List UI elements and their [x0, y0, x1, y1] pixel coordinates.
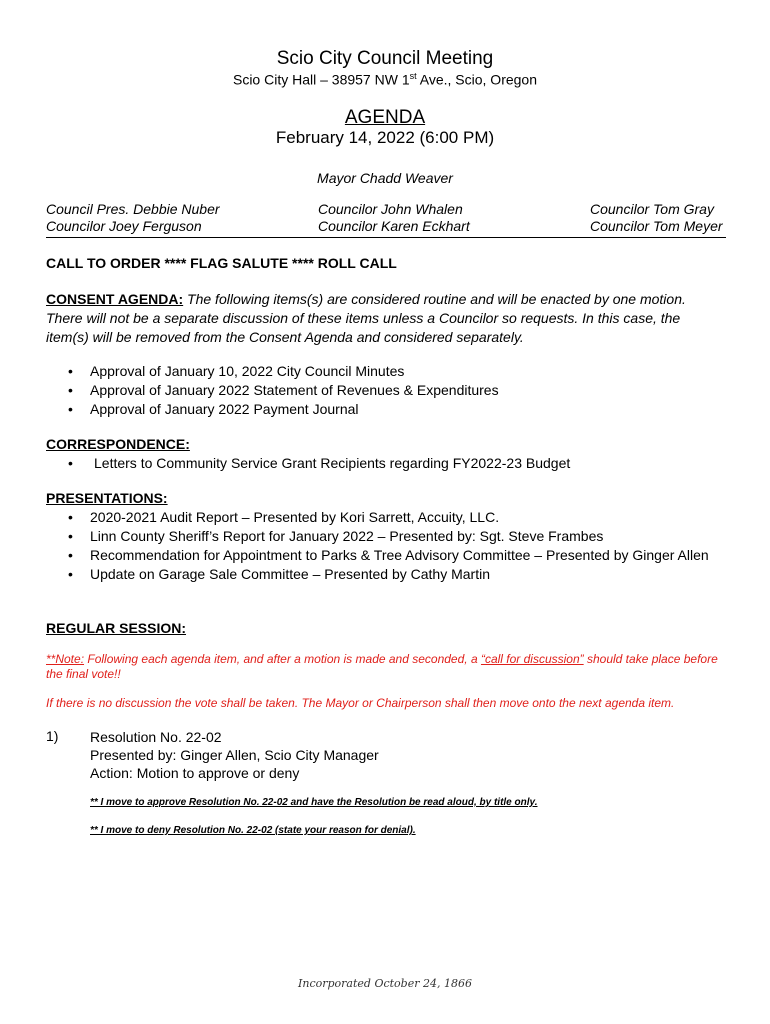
list-item: • Approval of January 10, 2022 City Council Minutes: [68, 363, 405, 379]
councilor-name: Councilor Tom Gray: [590, 201, 714, 217]
resolution-item: [90, 728, 379, 782]
consent-agenda-paragraph: [46, 290, 726, 347]
regular-session-heading: REGULAR SESSION:: [46, 620, 187, 636]
list-item: • Linn County Sheriff’s Report for January 2022 – Presented by: Sgt. Steve Frambes: [68, 528, 604, 544]
header-divider: [46, 237, 726, 238]
consent-items: [68, 362, 728, 419]
councilor-name: Councilor Karen Eckhart: [318, 218, 470, 234]
resolution-title: Resolution No. 22-02: [90, 729, 222, 745]
councilor-name: Councilor John Whalen: [318, 201, 463, 217]
list-item: • Approval of January 2022 Statement of Revenues & Expenditures: [68, 382, 499, 398]
meeting-date: February 14, 2022 (6:00 PM): [275, 128, 495, 147]
resolution-action: Action: Motion to approve or deny: [90, 765, 300, 781]
item-number: 1): [46, 728, 59, 744]
list-item: • Update on Garage Sale Committee – Presented by Cathy Martin: [68, 566, 490, 582]
resolution-presenter: Presented by: Ginger Allen, Scio City Manager: [90, 747, 379, 763]
councilor-name: Council Pres. Debbie Nuber: [46, 201, 220, 217]
council-column-3: [590, 201, 723, 235]
list-item: • Approval of January 2022 Payment Journal: [68, 401, 359, 417]
correspondence-items: [68, 454, 728, 473]
councilor-name: Councilor Joey Ferguson: [46, 218, 202, 234]
councilor-name: Councilor Tom Meyer: [590, 218, 723, 234]
discussion-note: **Note: Following each agenda item, and after a motion is made and seconded, a “call for discussion” should take place before the final vote!!: [46, 652, 718, 681]
council-column-2: [318, 201, 470, 235]
list-item: • Recommendation for Appointment to Parks & Tree Advisory Committee – Presented by Ginger Allen: [68, 547, 709, 563]
correspondence-heading: CORRESPONDENCE:: [46, 436, 190, 452]
presentations-items: [68, 508, 728, 584]
meeting-title: Scio City Council Meeting: [276, 48, 494, 69]
agenda-heading: AGENDA: [344, 107, 426, 128]
list-item: • Letters to Community Service Grant Recipients regarding FY2022-23 Budget: [68, 455, 571, 471]
consent-heading: CONSENT AGENDA:: [46, 291, 184, 307]
consent-text: The following items(s) are considered routine and will be enacted by one motion. There will not be a separate discussion of these items unless a Councilor so requests. In this case, the item(s) will be removed from the Consent Agenda and considered separately.: [46, 291, 686, 345]
vote-note: If there is no discussion the vote shall be taken. The Mayor or Chairperson shall then move onto the next agenda item.: [46, 696, 675, 710]
list-item: • 2020-2021 Audit Report – Presented by Kori Sarrett, Accuity, LLC.: [68, 509, 500, 525]
meeting-address: Scio City Hall – 38957 NW 1st Ave., Scio, Oregon: [232, 71, 538, 88]
presentations-heading: PRESENTATIONS:: [46, 490, 168, 506]
footer-incorporated: Incorporated October 24, 1866: [298, 977, 472, 990]
mayor-name: Mayor Chadd Weaver: [317, 170, 453, 186]
motion-approve: ** I move to approve Resolution No. 22-02 and have the Resolution be read aloud, by title only.: [90, 797, 538, 808]
motion-deny: ** I move to deny Resolution No. 22-02 (state your reason for denial).: [90, 825, 416, 836]
council-column-1: [46, 201, 220, 235]
call-to-order: CALL TO ORDER **** FLAG SALUTE **** ROLL CALL: [46, 255, 397, 271]
